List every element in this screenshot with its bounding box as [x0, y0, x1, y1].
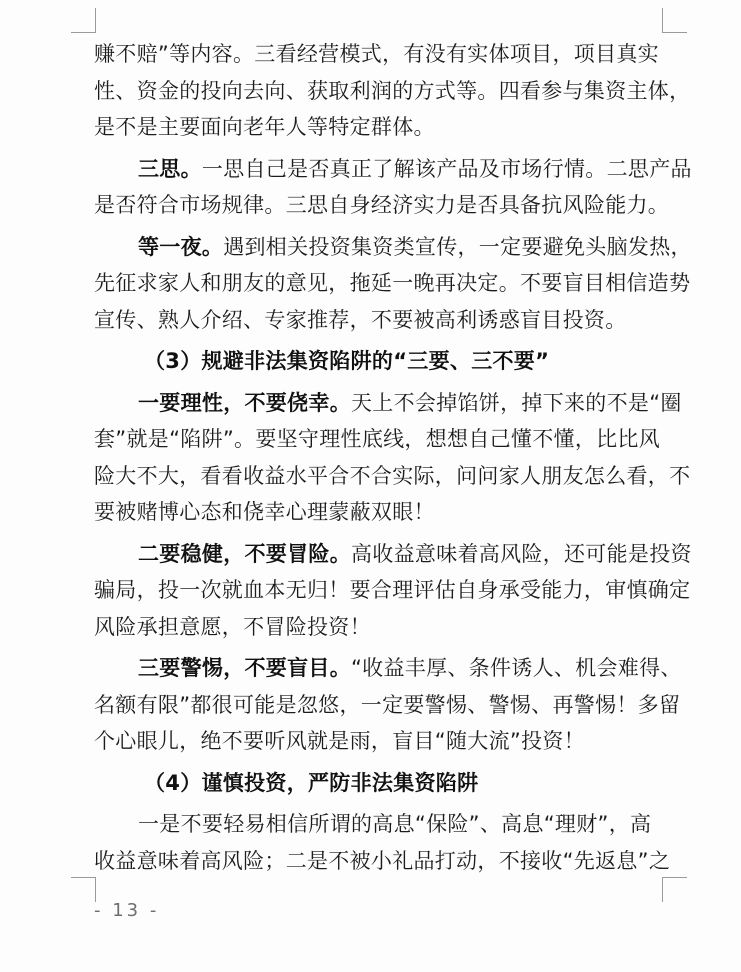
page-corner-mark-top-left	[71, 8, 96, 33]
page-corner-mark-bottom-right	[662, 877, 687, 902]
text-line	[94, 536, 692, 573]
text-line: 套”就是“陷阱”。要坚守理性底线，想想自己懂不懂，比比风	[94, 427, 661, 451]
text-run: “收益丰厚、条件诱人、机会难得、	[351, 656, 682, 680]
text-line: 是不是主要面向老年人等特定群体。	[94, 115, 435, 139]
bold-lead: 三思。	[138, 156, 202, 181]
text-line: 个心眼儿，绝不要听风就是雨，盲目“随大流”投资！	[94, 729, 585, 753]
text-line	[94, 650, 682, 687]
paragraph	[94, 385, 691, 531]
text-line: 是否符合市场规律。三思自身经济实力是否具备抗风险能力。	[94, 193, 670, 217]
text-line: 收益意味着高风险；二是不被小礼品打动，不接收“先返息”之	[94, 848, 671, 873]
text-line: 风险承担意愿，不冒险投资！	[94, 614, 371, 639]
section-heading: （4）谨慎投资，严防非法集资陷阱	[144, 770, 479, 795]
document-body	[94, 36, 692, 879]
text-line: 名额有限”都很可能是忽悠，一定要警惕、警惕、再警惕！多留	[94, 692, 681, 717]
bold-lead: 等一夜。	[138, 234, 224, 259]
bold-lead: 三要警惕，不要盲目。	[138, 656, 351, 680]
section-heading: （3）规避非法集资陷阱的“三要、三不要”	[144, 349, 550, 373]
paragraph	[94, 36, 691, 146]
text-run: 高收益意味着高风险，还可能是投资	[351, 541, 692, 566]
text-line	[94, 229, 692, 266]
text-line	[94, 151, 692, 188]
text-line: 骗局，投一次就血本无归！要合理评估自身承受能力，审慎确定	[94, 578, 691, 602]
paragraph	[94, 151, 692, 224]
text-line: 一是不要轻易相信所谓的高息“保险”、高息“理财”，高	[138, 812, 652, 836]
text-line: 赚不赔”等内容。三看经营模式，有没有实体项目，项目真实	[94, 42, 659, 66]
text-line	[94, 385, 682, 422]
page-number: - 13 -	[94, 900, 160, 921]
text-line: 要被赌博心态和侥幸心理蒙蔽双眼！	[94, 500, 435, 524]
text-line: 性、资金的投向去向、获取利润的方式等。四看参与集资主体，	[94, 78, 691, 103]
text-line: 险大不大，看看收益水平合不合实际，问问家人朋友怎么看，不	[94, 463, 691, 488]
bold-lead: 一要理性，不要侥幸。	[138, 390, 351, 415]
bold-lead: 二要稳健，不要冒险。	[138, 541, 351, 566]
text-line: 先征求家人和朋友的意见，拖延一晚再决定。不要盲目相信造势	[94, 271, 691, 295]
text-run: 遇到相关投资集资类宣传，一定要避免头脑发热，	[223, 234, 692, 259]
paragraph	[94, 806, 674, 879]
page-corner-mark-top-right	[662, 8, 687, 33]
paragraph	[94, 229, 692, 339]
text-run: 天上不会掉馅饼，掉下来的不是“圈	[351, 390, 682, 415]
page-corner-mark-bottom-left	[71, 877, 96, 902]
text-run: 一思自己是否真正了解该产品及市场行情。二思产品	[201, 156, 692, 181]
text-line: 宣传、熟人介绍、专家推荐，不要被高利诱惑盲目投资。	[94, 307, 627, 332]
paragraph	[94, 650, 682, 760]
paragraph	[94, 536, 692, 646]
